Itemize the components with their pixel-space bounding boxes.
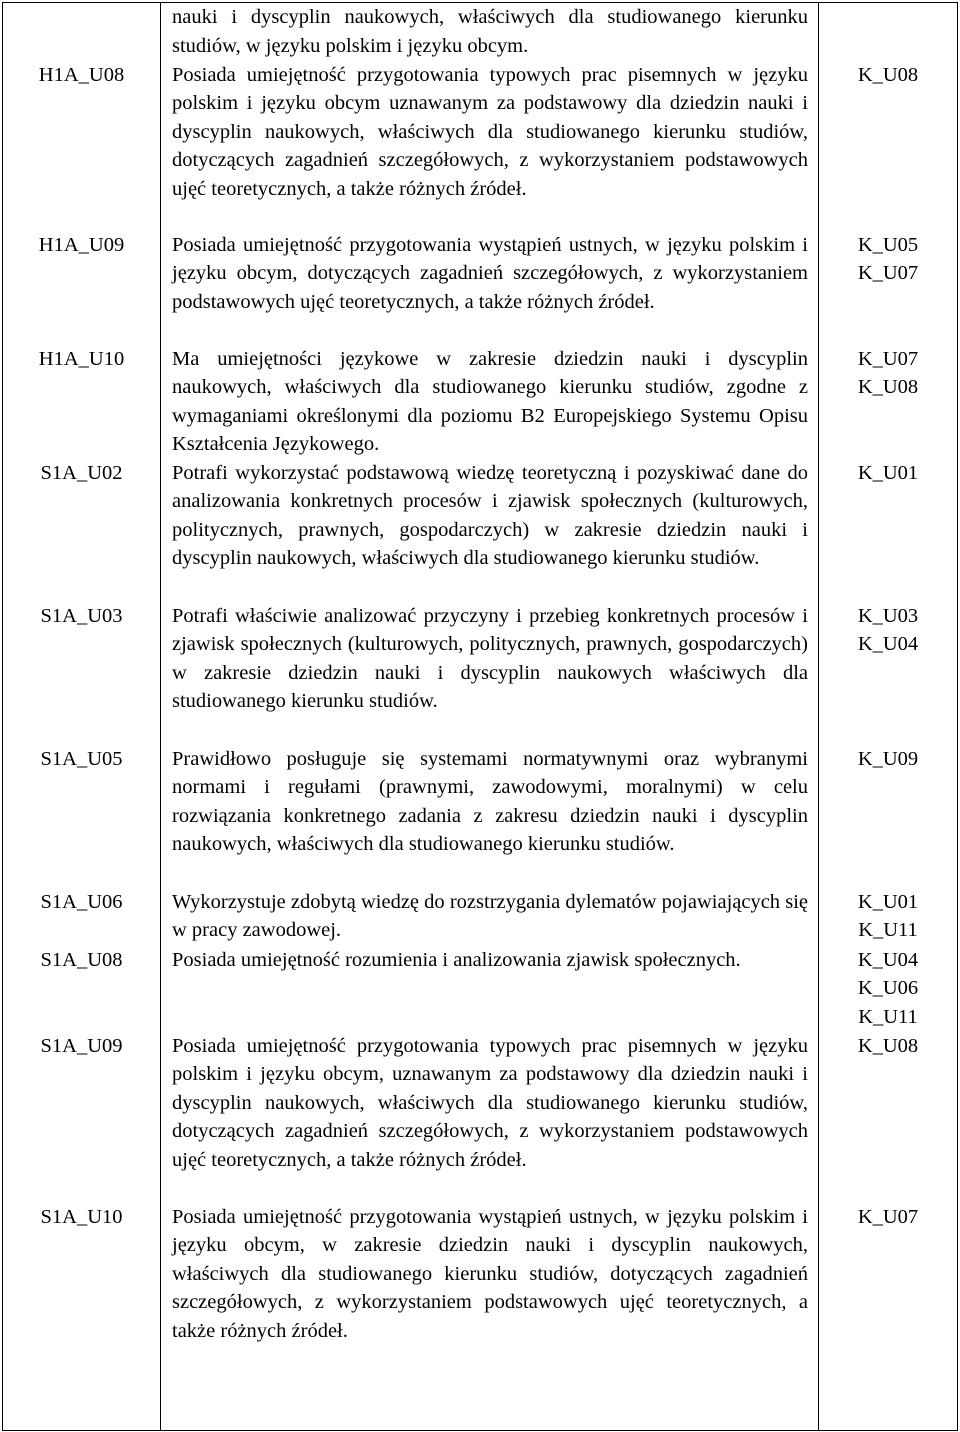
outcome-description <box>161 345 819 459</box>
outcome-code-text: S1A_U03 <box>40 604 123 627</box>
outcome-description-text: Posiada umiejętność rozumienia i analizowania zjawisk społecznych. <box>172 948 741 971</box>
outcome-description-text: Ma umiejętności językowe w zakresie dziedzin nauki i dyscyplin naukowych, właściwych dla studiowanego kierunku studiów, zgodne z wymaganiami określonymi dla poziomu B2 Europejskiego Systemu Opisu Kształcenia Językowego. <box>172 347 808 455</box>
outcome-code <box>3 1032 161 1203</box>
outcome-code-text: S1A_U10 <box>40 1205 123 1228</box>
outcome-code-text: H1A_U09 <box>38 233 125 256</box>
outcome-description-text: Posiada umiejętność przygotowania typowych prac pisemnych w języku polskim i języku obcym, uznawanym za podstawowy dla dziedzin nauki i dyscyplin naukowych, właściwych dla studiowanego kierunku studiów, dotyczących zagadnień szczegółowych, z wykorzystaniem podstawowych ujęć teoretycznych, a także różnych źródeł. <box>172 1034 808 1171</box>
outcome-refs <box>819 1032 958 1203</box>
outcome-description <box>161 1203 819 1431</box>
outcome-description-text: nauki i dyscyplin naukowych, właściwych dla studiowanego kierunku studiów, w języku polskim i języku obcym. <box>172 6 808 57</box>
outcome-code-text: H1A_U08 <box>38 63 125 86</box>
ref-code: K_U01 <box>857 461 919 484</box>
table-row <box>3 946 958 1032</box>
outcome-code <box>3 231 161 345</box>
outcome-description <box>161 459 819 602</box>
ref-code: K_U11 <box>858 1005 918 1028</box>
outcome-code-text: S1A_U05 <box>40 747 123 770</box>
outcome-code <box>3 61 161 231</box>
ref-code: K_U08 <box>857 63 919 86</box>
outcome-code-text: S1A_U08 <box>40 948 123 971</box>
ref-code: K_U07 <box>857 262 919 284</box>
ref-code: K_U04 <box>857 948 919 971</box>
table-row <box>3 61 958 231</box>
ref-code: K_U03 <box>857 604 919 627</box>
outcome-description <box>161 946 819 1032</box>
outcome-code <box>3 1203 161 1431</box>
outcome-refs <box>819 1203 958 1431</box>
ref-code: K_U08 <box>857 376 919 398</box>
ref-code: K_U09 <box>857 747 919 770</box>
outcome-refs <box>819 3 958 61</box>
outcome-code <box>3 3 161 61</box>
outcome-code-text: S1A_U06 <box>40 890 123 913</box>
table-row <box>3 459 958 602</box>
table-row <box>3 745 958 888</box>
outcome-code-text: H1A_U10 <box>38 347 125 370</box>
outcome-description-text: Wykorzystuje zdobytą wiedzę do rozstrzygania dylematów pojawiających się w pracy zawodowej. <box>172 890 808 941</box>
outcome-description-text: Posiada umiejętność przygotowania wystąpień ustnych, w języku polskim i języku obcym, dotyczących zagadnień szczegółowych, z wykorzystaniem podstawowych ujęć teoretycznych, a także różnych źródeł. <box>172 233 808 313</box>
outcome-refs <box>819 602 958 745</box>
outcome-refs <box>819 345 958 459</box>
outcome-description-text: Potrafi właściwie analizować przyczyny i przebieg konkretnych procesów i zjawisk społecznych (kulturowych, politycznych, prawnych, gospodarczych) w zakresie dziedzin nauki i dyscyplin naukowych właściwych dla studiowanego kierunku studiów. <box>172 604 808 712</box>
outcome-refs <box>819 61 958 231</box>
ref-code: K_U04 <box>857 633 919 655</box>
outcome-description <box>161 231 819 345</box>
ref-code: K_U05 <box>857 233 919 256</box>
outcome-description-text: Posiada umiejętność przygotowania typowych prac pisemnych w języku polskim i języku obcym uznawanym za podstawowy dla dziedzin nauki i dyscyplin naukowych, właściwych dla studiowanego kierunku studiów, dotyczących zagadnień szczegółowych, z wykorzystaniem podstawowych ujęć teoretycznych, a także różnych źródeł. <box>172 63 808 200</box>
outcome-code-text: S1A_U02 <box>40 461 123 484</box>
outcome-description <box>161 602 819 745</box>
ref-code: K_U06 <box>857 977 919 999</box>
table-row <box>3 1203 958 1431</box>
ref-code: K_U11 <box>858 919 918 941</box>
outcome-code <box>3 745 161 888</box>
outcome-description <box>161 745 819 888</box>
table-row <box>3 3 958 61</box>
outcome-refs <box>819 745 958 888</box>
outcome-code <box>3 345 161 459</box>
outcome-description-text: Potrafi wykorzystać podstawową wiedzę teoretyczną i pozyskiwać dane do analizowania konkretnych procesów i zjawisk społecznych (kulturowych, politycznych, prawnych, gospodarczych) w zakresie dziedzin nauki i dyscyplin naukowych, właściwych dla studiowanego kierunku studiów. <box>172 461 808 569</box>
table-row <box>3 888 958 946</box>
ref-code: K_U08 <box>857 1034 919 1057</box>
outcome-refs <box>819 888 958 946</box>
outcome-code <box>3 459 161 602</box>
learning-outcomes-table <box>2 2 958 1431</box>
outcome-description <box>161 1032 819 1203</box>
outcome-description <box>161 3 819 61</box>
outcome-description <box>161 888 819 946</box>
outcome-refs <box>819 459 958 602</box>
table-row <box>3 602 958 745</box>
outcome-description-text: Posiada umiejętność przygotowania wystąpień ustnych, w języku polskim i języku obcym, w zakresie dziedzin nauki i dyscyplin naukowych, właściwych dla studiowanego kierunku studiów, dotyczących zagadnień szczegółowych, z wykorzystaniem podstawowych ujęć teoretycznych, a także różnych źródeł. <box>172 1205 808 1342</box>
table-row <box>3 1032 958 1203</box>
outcome-refs <box>819 231 958 345</box>
outcome-code-text: S1A_U09 <box>40 1034 123 1057</box>
outcome-code <box>3 888 161 946</box>
table-row <box>3 231 958 345</box>
outcome-description <box>161 61 819 231</box>
ref-code: K_U07 <box>857 347 919 370</box>
outcome-description-text: Prawidłowo posługuje się systemami normatywnymi oraz wybranymi normami i regułami (prawnymi, zawodowymi, moralnymi) w celu rozwiązania konkretnego zadania z zakresu dziedzin nauki i dyscyplin naukowych, właściwych dla studiowanego kierunku studiów. <box>172 747 808 855</box>
ref-code: K_U07 <box>857 1205 919 1228</box>
outcome-code <box>3 602 161 745</box>
ref-code: K_U01 <box>857 890 919 913</box>
table-row <box>3 345 958 459</box>
outcome-code <box>3 946 161 1032</box>
outcome-refs <box>819 946 958 1032</box>
